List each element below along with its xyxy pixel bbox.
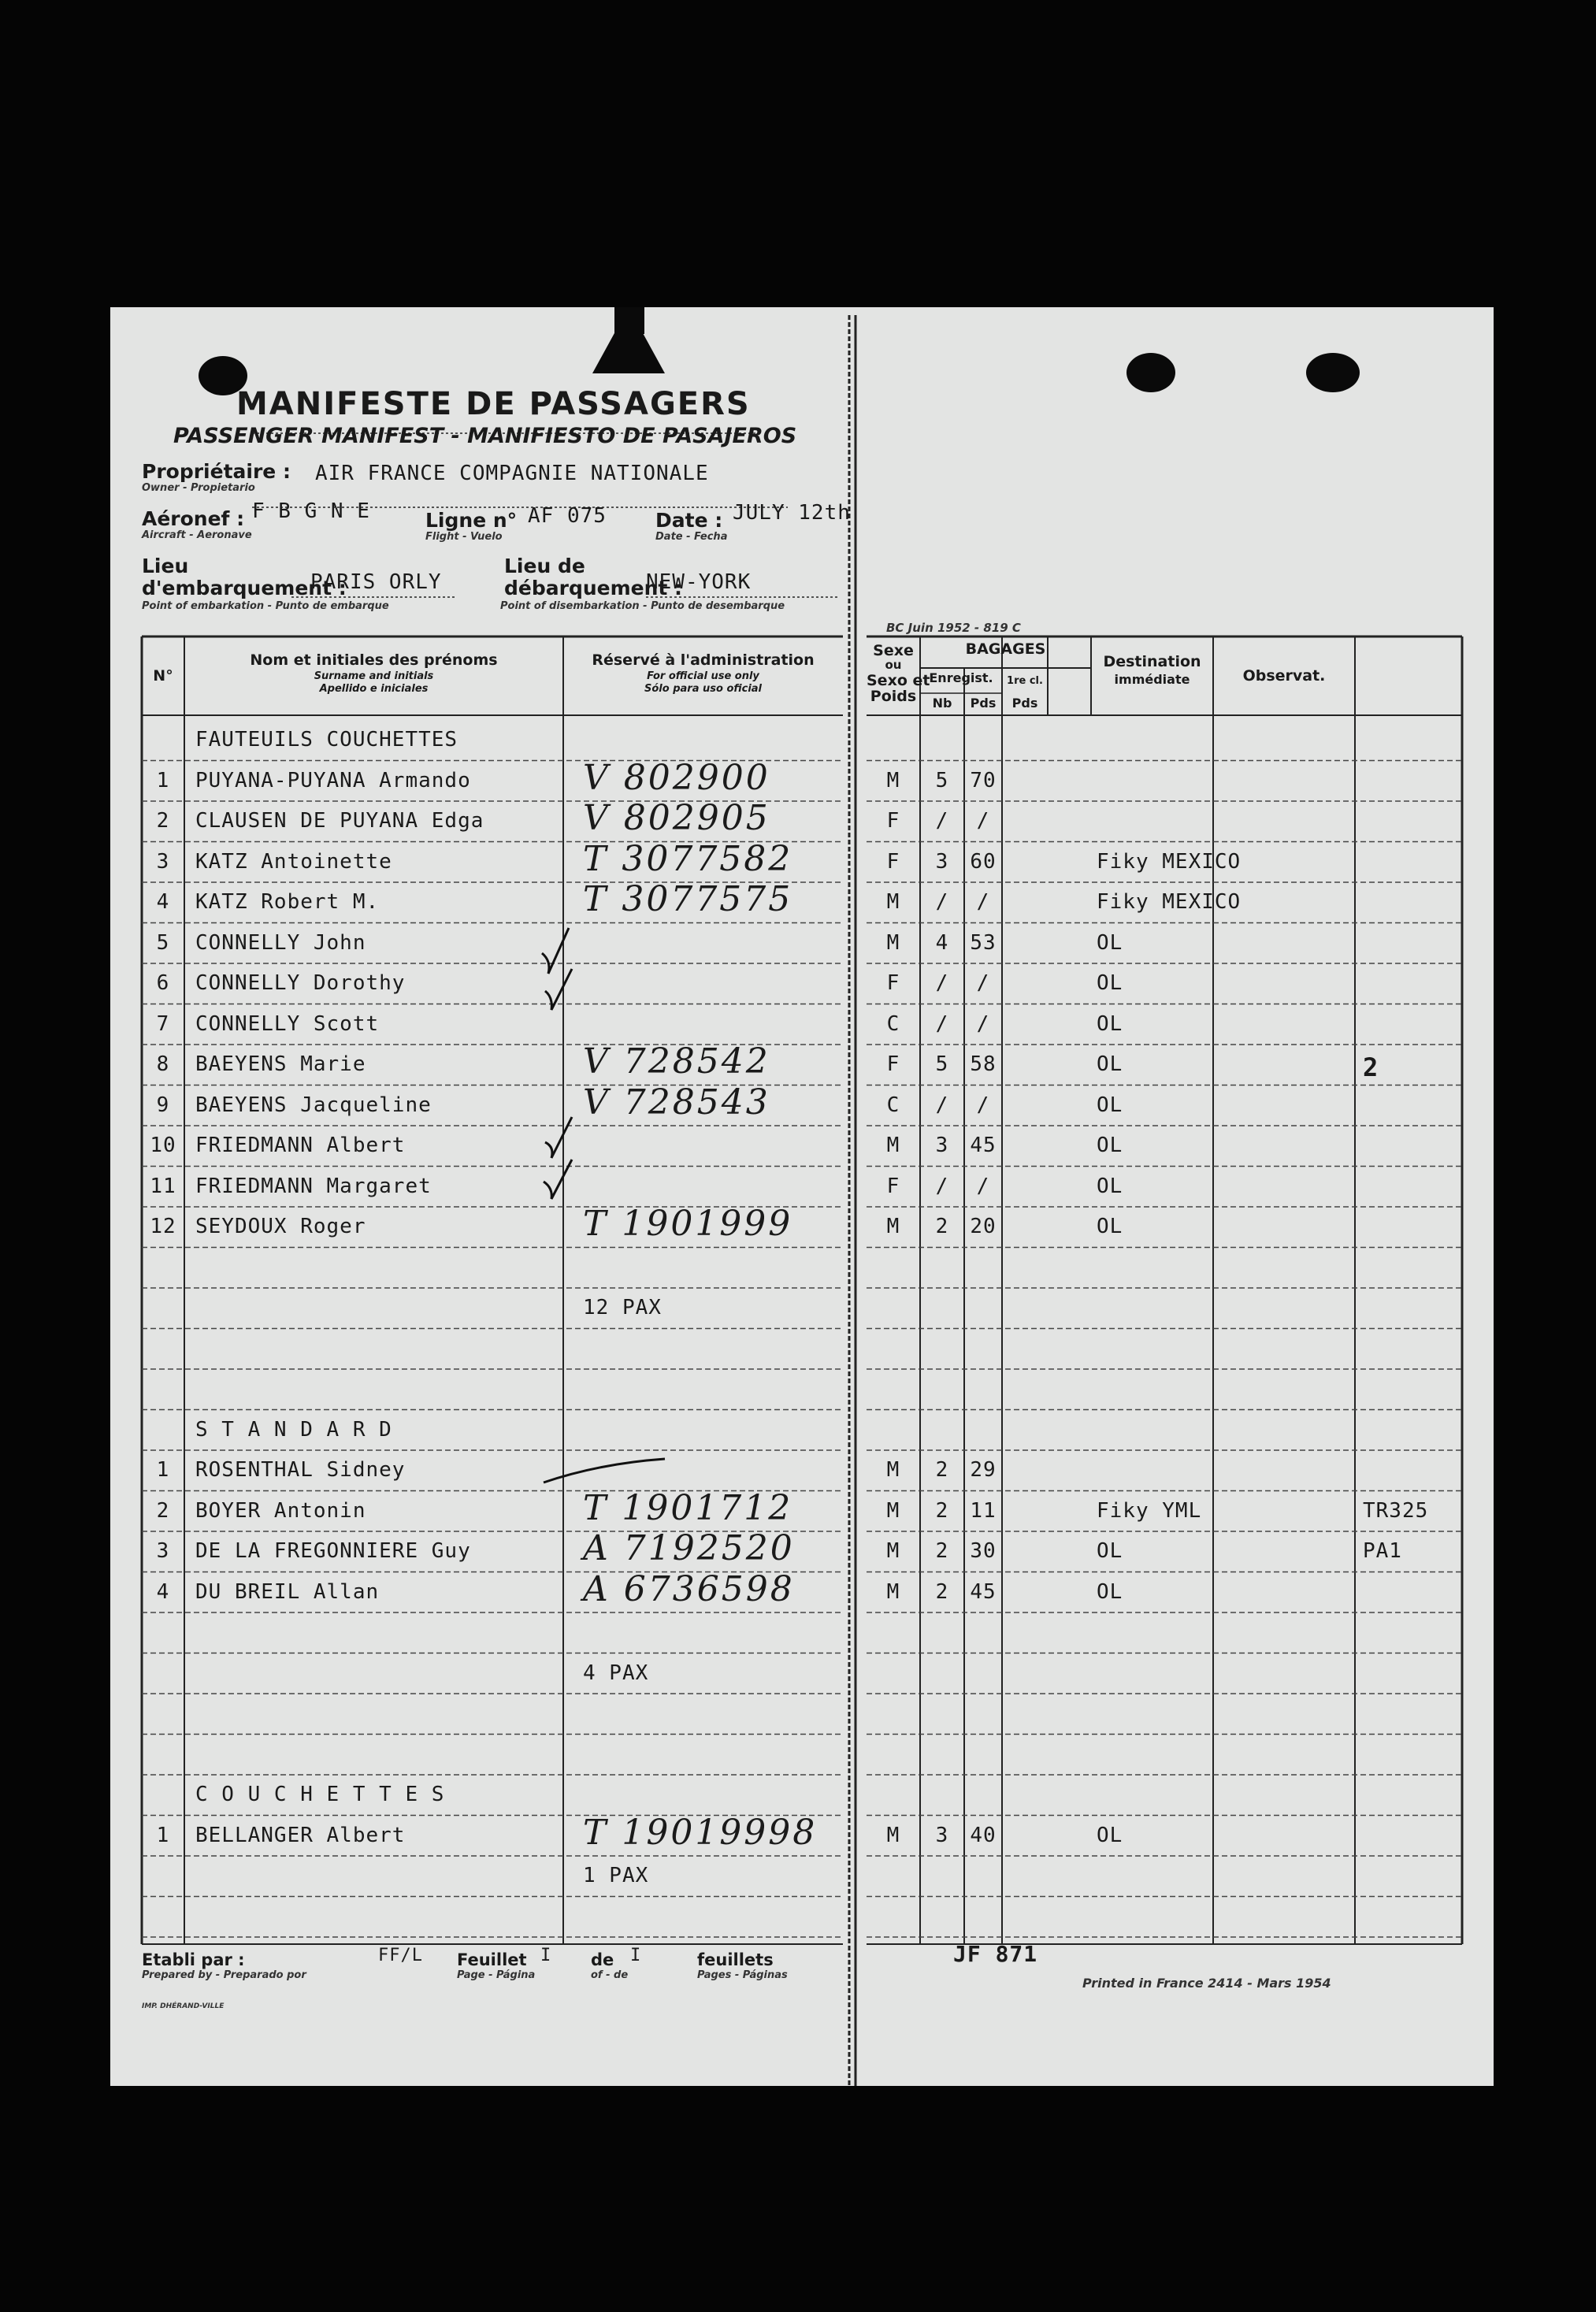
passenger-name: ROSENTHAL Sidney — [195, 1458, 406, 1482]
passenger-name: BAEYENS Marie — [195, 1052, 366, 1076]
disembark-value: NEW-YORK — [646, 570, 752, 594]
row-number: 3 — [156, 849, 170, 874]
sheets-sub: Pages - Páginas — [697, 1969, 788, 1981]
aircraft-value: F B G N E — [252, 499, 370, 523]
passenger-sex: F — [886, 809, 900, 833]
passenger-name: SEYDOUX Roger — [195, 1215, 366, 1238]
passport-number: V 728543 — [583, 1082, 770, 1123]
col-registered: Enregist. — [929, 670, 993, 685]
baggage-weight: 40 — [970, 1823, 997, 1847]
row-number: 1 — [156, 1823, 170, 1847]
observation: TR325 — [1363, 1498, 1429, 1523]
passenger-name: DE LA FREGONNIERE Guy — [195, 1539, 471, 1563]
manifest-sheet — [110, 307, 1494, 2086]
destination: OL — [1097, 1174, 1123, 1198]
sheet-sub: Page - Página — [457, 1969, 536, 1981]
col-observation: Observat. — [1242, 667, 1326, 685]
date-sub: Date - Fecha — [655, 531, 728, 543]
baggage-weight: 45 — [970, 1579, 997, 1604]
passenger-sex: F — [886, 1052, 900, 1076]
baggage-count: 3 — [935, 1134, 949, 1157]
form-reference: BC Juin 1952 - 819 C — [886, 621, 1021, 635]
printer-note: Printed in France 2414 - Mars 1954 — [1082, 1976, 1331, 1991]
destination: OL — [1097, 1011, 1123, 1036]
baggage-weight: 11 — [970, 1498, 997, 1523]
col-baggage: BAGAGES — [965, 640, 1046, 658]
section-total: 1 PAX — [583, 1864, 649, 1887]
passenger-name: DU BREIL Allan — [195, 1579, 380, 1604]
destination: OL — [1097, 1134, 1123, 1157]
destination: Fiky MEXICO — [1097, 890, 1242, 914]
passenger-sex: M — [886, 1823, 900, 1847]
row-number: 2 — [156, 809, 170, 833]
prepared-value: FF/L — [378, 1946, 423, 1965]
baggage-weight: 20 — [970, 1215, 997, 1238]
flight-value: AF 075 — [528, 504, 607, 528]
disembark-label-1: Lieu de — [504, 555, 585, 577]
destination: OL — [1097, 1215, 1123, 1238]
signature: JF 871 — [953, 1941, 1038, 1967]
passenger-name: BOYER Antonin — [195, 1498, 366, 1523]
passenger-sex: M — [886, 930, 900, 955]
passport-number: T 1901712 — [583, 1487, 793, 1528]
passenger-sex: M — [886, 1539, 900, 1563]
baggage-count: 2 — [935, 1579, 949, 1604]
col-destination-2: immédiate — [1114, 672, 1190, 687]
sheets-label: feuillets — [697, 1950, 774, 1969]
date-value: JULY 12th — [733, 501, 851, 525]
col-reserved-sub-1: For official use only — [647, 670, 759, 682]
passenger-sex: M — [886, 1215, 900, 1238]
baggage-count: 2 — [935, 1498, 949, 1523]
col-destination-1: Destination — [1103, 653, 1201, 670]
passenger-sex: M — [886, 890, 900, 914]
row-number: 4 — [156, 1579, 170, 1604]
passport-number: T 1901999 — [583, 1204, 793, 1244]
passenger-sex: M — [886, 1498, 900, 1523]
passport-number: A 6736598 — [583, 1568, 795, 1609]
row-number: 10 — [150, 1134, 176, 1157]
passenger-name: KATZ Robert M. — [195, 890, 380, 914]
passport-number: T 3077582 — [583, 838, 793, 879]
baggage-weight: / — [976, 1011, 990, 1036]
row-number: 6 — [156, 971, 170, 995]
passenger-sex: F — [886, 971, 900, 995]
flight-label: Ligne n° — [425, 509, 518, 532]
col-sex-4: Poids — [870, 688, 917, 705]
passport-number: A 7192520 — [583, 1528, 795, 1568]
destination: OL — [1097, 971, 1123, 995]
owner-sub: Owner - Propietario — [142, 482, 255, 494]
baggage-count: / — [935, 1174, 949, 1198]
baggage-weight: / — [976, 890, 990, 914]
section-total: 4 PAX — [583, 1661, 649, 1685]
owner-label: Propriétaire : — [142, 460, 291, 483]
baggage-count: / — [935, 809, 949, 833]
section-total: 12 PAX — [583, 1296, 662, 1319]
row-number: 12 — [150, 1215, 176, 1238]
baggage-weight: 58 — [970, 1052, 997, 1076]
baggage-weight: 29 — [970, 1458, 997, 1482]
row-number: 3 — [156, 1539, 170, 1563]
destination: Fiky MEXICO — [1097, 849, 1242, 874]
section-heading: FAUTEUILS COUCHETTES — [195, 728, 458, 751]
passenger-name: CLAUSEN DE PUYANA Edga — [195, 809, 484, 833]
form-title: MANIFESTE DE PASSAGERS — [236, 386, 751, 422]
embark-label-2: d'embarquement : — [142, 577, 347, 599]
passenger-sex: F — [886, 1174, 900, 1198]
passenger-name: BELLANGER Albert — [195, 1823, 406, 1847]
row-number: 7 — [156, 1011, 170, 1036]
form-subtitle: PASSENGER MANIFEST - MANIFIESTO DE PASAJEROS — [173, 424, 797, 448]
prepared-label: Etabli par : — [142, 1950, 245, 1969]
baggage-count: / — [935, 1011, 949, 1036]
aircraft-label: Aéronef : — [142, 507, 245, 530]
owner-value: AIR FRANCE COMPAGNIE NATIONALE — [315, 462, 709, 485]
baggage-count: 2 — [935, 1215, 949, 1238]
col-nb: Nb — [932, 696, 952, 711]
col-name: Nom et initiales des prénoms — [250, 651, 498, 669]
baggage-count: / — [935, 890, 949, 914]
passport-number: T 19019998 — [583, 1812, 818, 1853]
sheet-value: I — [540, 1946, 552, 1965]
passport-number: V 802905 — [583, 798, 770, 838]
col-sex-1: Sexe — [873, 642, 914, 659]
row-number: 1 — [156, 1458, 170, 1482]
row-number: 8 — [156, 1052, 170, 1076]
baggage-count: 3 — [935, 1823, 949, 1847]
col-first-class: 1re cl. — [1007, 675, 1043, 687]
passport-number: T 3077575 — [583, 879, 793, 919]
baggage-count: 4 — [935, 930, 949, 955]
sheet-label: Feuillet — [457, 1950, 527, 1969]
baggage-weight: / — [976, 1093, 990, 1117]
destination: OL — [1097, 1579, 1123, 1604]
prepared-sub: Prepared by - Preparado por — [142, 1969, 306, 1981]
passenger-sex: F — [886, 849, 900, 874]
passenger-name: CONNELLY John — [195, 930, 366, 955]
passport-number: V 802900 — [583, 757, 770, 798]
baggage-count: / — [935, 1093, 949, 1117]
row-number: 5 — [156, 930, 170, 955]
destination: OL — [1097, 1093, 1123, 1117]
date-label: Date : — [655, 509, 723, 532]
of-value: I — [630, 1946, 642, 1965]
of-label: de — [591, 1950, 614, 1969]
baggage-count: 5 — [935, 1052, 949, 1076]
disembark-sub: Point of disembarkation - Punto de desembarque — [500, 600, 785, 612]
passenger-sex: M — [886, 1458, 900, 1482]
row-number: 11 — [150, 1174, 176, 1198]
embark-label-1: Lieu — [142, 555, 189, 577]
row-number: 4 — [156, 890, 170, 914]
baggage-count: / — [935, 971, 949, 995]
row-number: 2 — [156, 1498, 170, 1523]
col-first-pds: Pds — [1011, 696, 1038, 711]
passenger-sex: C — [886, 1093, 900, 1117]
passenger-name: CONNELLY Dorothy — [195, 971, 406, 995]
col-name-sub-1: Surname and initials — [314, 670, 434, 682]
destination: OL — [1097, 1823, 1123, 1847]
imprint: IMP. DHÉRAND-VILLE — [142, 2002, 225, 2010]
col-sex-3: Sexo et — [867, 672, 930, 689]
baggage-count: 3 — [935, 849, 949, 874]
of-sub: of - de — [591, 1969, 629, 1981]
embark-sub: Point of embarkation - Punto de embarque — [142, 600, 389, 612]
baggage-weight: / — [976, 971, 990, 995]
flight-sub: Flight - Vuelo — [425, 531, 503, 543]
section-heading: S T A N D A R D — [195, 1417, 392, 1442]
passenger-name: FRIEDMANN Margaret — [195, 1174, 432, 1198]
baggage-weight: 70 — [970, 768, 997, 792]
passenger-sex: M — [886, 768, 900, 792]
col-reserved-sub-2: Sólo para uso oficial — [644, 683, 762, 695]
baggage-weight: / — [976, 809, 990, 833]
col-reserved: Réservé à l'administration — [592, 651, 815, 669]
col-pds: Pds — [970, 696, 997, 711]
passenger-name: BAEYENS Jacqueline — [195, 1093, 432, 1117]
disembark-label-2: débarquement : — [504, 577, 683, 599]
destination: OL — [1097, 1539, 1123, 1563]
passenger-sex: M — [886, 1134, 900, 1157]
passenger-sex: C — [886, 1011, 900, 1036]
baggage-count: 2 — [935, 1458, 949, 1482]
baggage-weight: 60 — [970, 849, 997, 874]
observation: 2 — [1363, 1052, 1379, 1082]
observation: PA1 — [1363, 1539, 1402, 1563]
row-number: 1 — [156, 768, 170, 792]
destination: Fiky YML — [1097, 1498, 1202, 1523]
section-heading: C O U C H E T T E S — [195, 1783, 445, 1806]
embark-value: PARIS ORLY — [310, 570, 442, 594]
col-no: N° — [153, 667, 173, 685]
baggage-count: 2 — [935, 1539, 949, 1563]
baggage-weight: 45 — [970, 1134, 997, 1157]
baggage-count: 5 — [935, 768, 949, 792]
baggage-weight: / — [976, 1174, 990, 1198]
baggage-weight: 53 — [970, 930, 997, 955]
baggage-weight: 30 — [970, 1539, 997, 1563]
passenger-name: FRIEDMANN Albert — [195, 1134, 406, 1157]
destination: OL — [1097, 1052, 1123, 1076]
passenger-sex: M — [886, 1579, 900, 1604]
passenger-name: KATZ Antoinette — [195, 849, 392, 874]
destination: OL — [1097, 930, 1123, 955]
passport-number: V 728542 — [583, 1041, 770, 1082]
passenger-name: CONNELLY Scott — [195, 1011, 380, 1036]
col-name-sub-2: Apellido e iniciales — [319, 683, 429, 695]
aircraft-sub: Aircraft - Aeronave — [142, 529, 252, 541]
col-sex-2: ou — [885, 658, 902, 672]
passenger-name: PUYANA-PUYANA Armando — [195, 768, 471, 792]
row-number: 9 — [156, 1093, 170, 1117]
